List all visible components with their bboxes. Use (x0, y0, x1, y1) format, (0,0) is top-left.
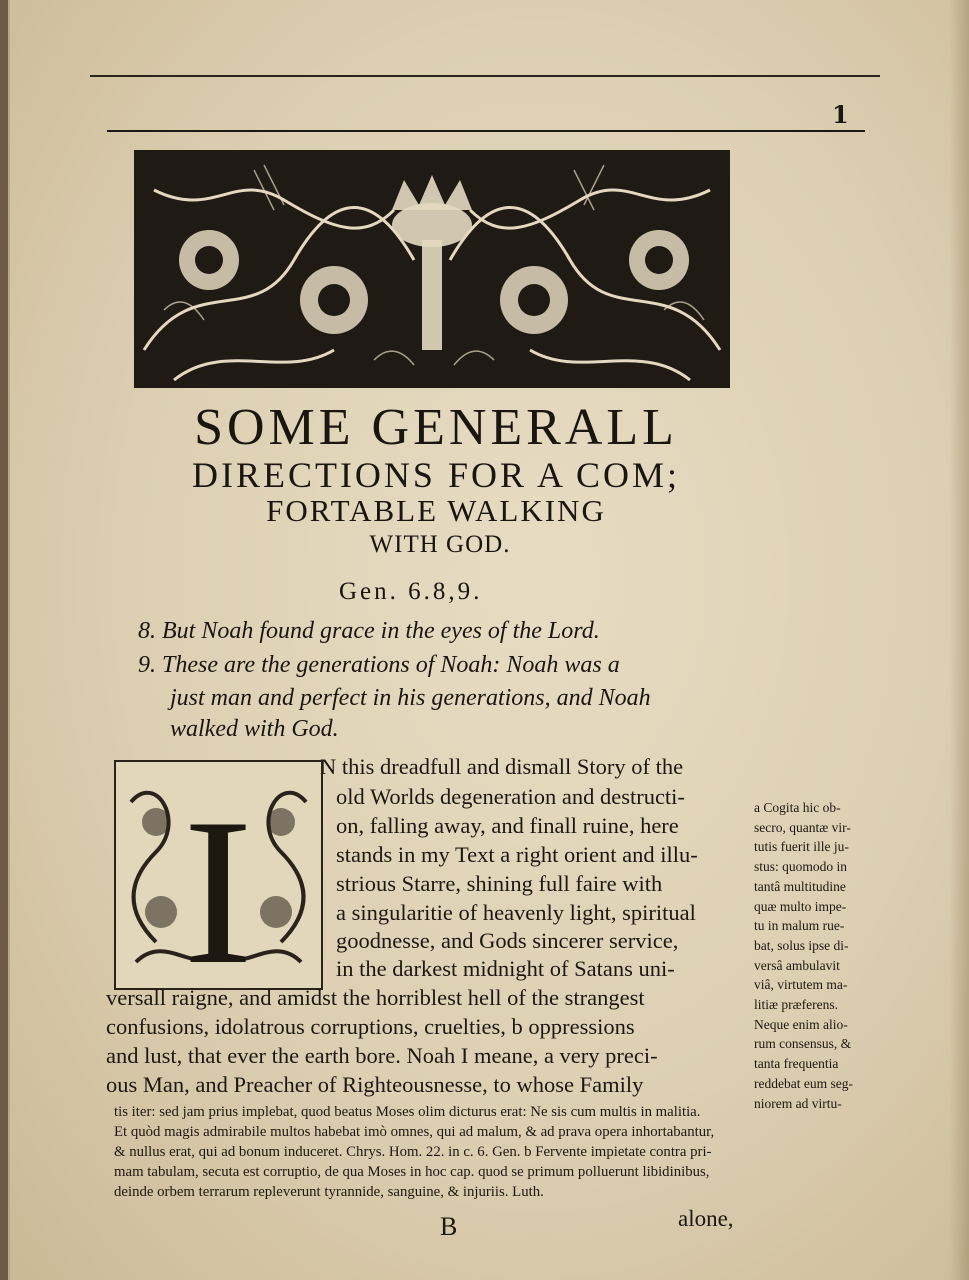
margin-note-line: niorem ad virtu- (754, 1095, 842, 1111)
title-line-2: DIRECTIONS FOR A COM; (191, 455, 681, 495)
body-line: and lust, that ever the earth bore. Noah I meane, a very preci- (106, 1043, 658, 1068)
margin-note-line: viâ, virtutem ma- (754, 977, 848, 993)
verse-8: 8. But Noah found grace in the eyes of the Lord. (138, 618, 600, 644)
margin-note-line: tutis fuerit ille ju- (754, 839, 849, 855)
verse-9-line: 9. These are the generations of Noah: Noah was a (138, 652, 620, 678)
body-line: strious Starre, shining full faire with (336, 871, 663, 896)
title-line-3: FORTABLE WALKING (266, 493, 606, 528)
margin-note (754, 798, 894, 1113)
footnote-line: tis iter: sed jam prius implebat, quod beatus Moses olim dicturus erat: Ne sis cum multis in malitia. (114, 1104, 701, 1120)
drop-cap-letter: I (183, 776, 253, 988)
body-line: in the darkest midnight of Satans uni- (336, 956, 675, 981)
body-line: a singularitie of heavenly light, spiritual (336, 900, 696, 925)
footnote-line: mam tabulam, secuta est corruptio, de qua Moses in hoc cap. quod se primum polluerunt libidinibus, (114, 1164, 710, 1180)
drop-cap-initial (114, 760, 323, 990)
catchword: alone, (678, 1206, 734, 1231)
top-rule (90, 75, 880, 77)
body-line: old Worlds degeneration and destructi- (336, 784, 685, 809)
title-line-1: SOME GENERALL (194, 399, 678, 456)
verse-9-line: walked with God. (170, 716, 339, 742)
margin-note-line: litiæ præferens. (754, 997, 838, 1013)
margin-note-line: reddebat eum seg- (754, 1075, 853, 1091)
margin-note-line: secro, quantæ vir- (754, 819, 851, 835)
footnote-line: & nullus erat, qui ad bonum induceret. Chrys. Hom. 22. in c. 6. Gen. b Fervente impietate contra pri- (114, 1144, 712, 1160)
margin-note-line: stus: quomodo in (754, 859, 848, 875)
body-line: on, falling away, and finall ruine, here (336, 813, 679, 838)
margin-note-line: versâ ambulavit (754, 957, 840, 973)
footnote-line: deinde orbem terrarum repleverunt tyrannide, sanguine, & injuriis. Luth. (114, 1184, 544, 1200)
margin-note-line: bat, solus ipse di- (754, 937, 849, 953)
title-line-4: WITH GOD. (369, 531, 511, 558)
header-rule (107, 130, 865, 132)
floral-headpiece-ornament (134, 150, 730, 388)
body-line: ous Man, and Preacher of Righteousnesse, to whose Family (106, 1072, 644, 1097)
margin-note-line: tantâ multitudine (754, 878, 846, 894)
margin-note-line: rum consensus, & (754, 1036, 852, 1052)
scripture-reference: Gen. 6.8,9. (339, 578, 483, 605)
margin-note-line: a Cogita hic ob- (754, 800, 841, 815)
body-line: versall raigne, and amidst the horriblest hell of the strangest (106, 985, 645, 1010)
signature-mark: B (440, 1212, 458, 1241)
body-line: stands in my Text a right orient and illu- (336, 842, 698, 867)
body-line: goodnesse, and Gods sincerer service, (336, 928, 679, 953)
page-number: 1 (832, 100, 849, 129)
footnote-line: Et quòd magis admirabile multos habebat imò omnes, qui ad malum, & ad prava opera inhortabantur, (114, 1124, 715, 1140)
margin-note-line: Neque enim alio- (754, 1016, 848, 1032)
margin-note-line: quæ multo impe- (754, 898, 847, 914)
body-line: N this dreadfull and dismall Story of the (320, 754, 684, 779)
book-page (8, 0, 969, 1280)
margin-note-line: tu in malum rue- (754, 918, 845, 934)
margin-note-line: tanta frequentia (754, 1056, 839, 1072)
body-line: confusions, idolatrous corruptions, cruelties, b oppressions (106, 1014, 635, 1039)
verse-9-line: just man and perfect in his generations, and Noah (170, 685, 651, 711)
